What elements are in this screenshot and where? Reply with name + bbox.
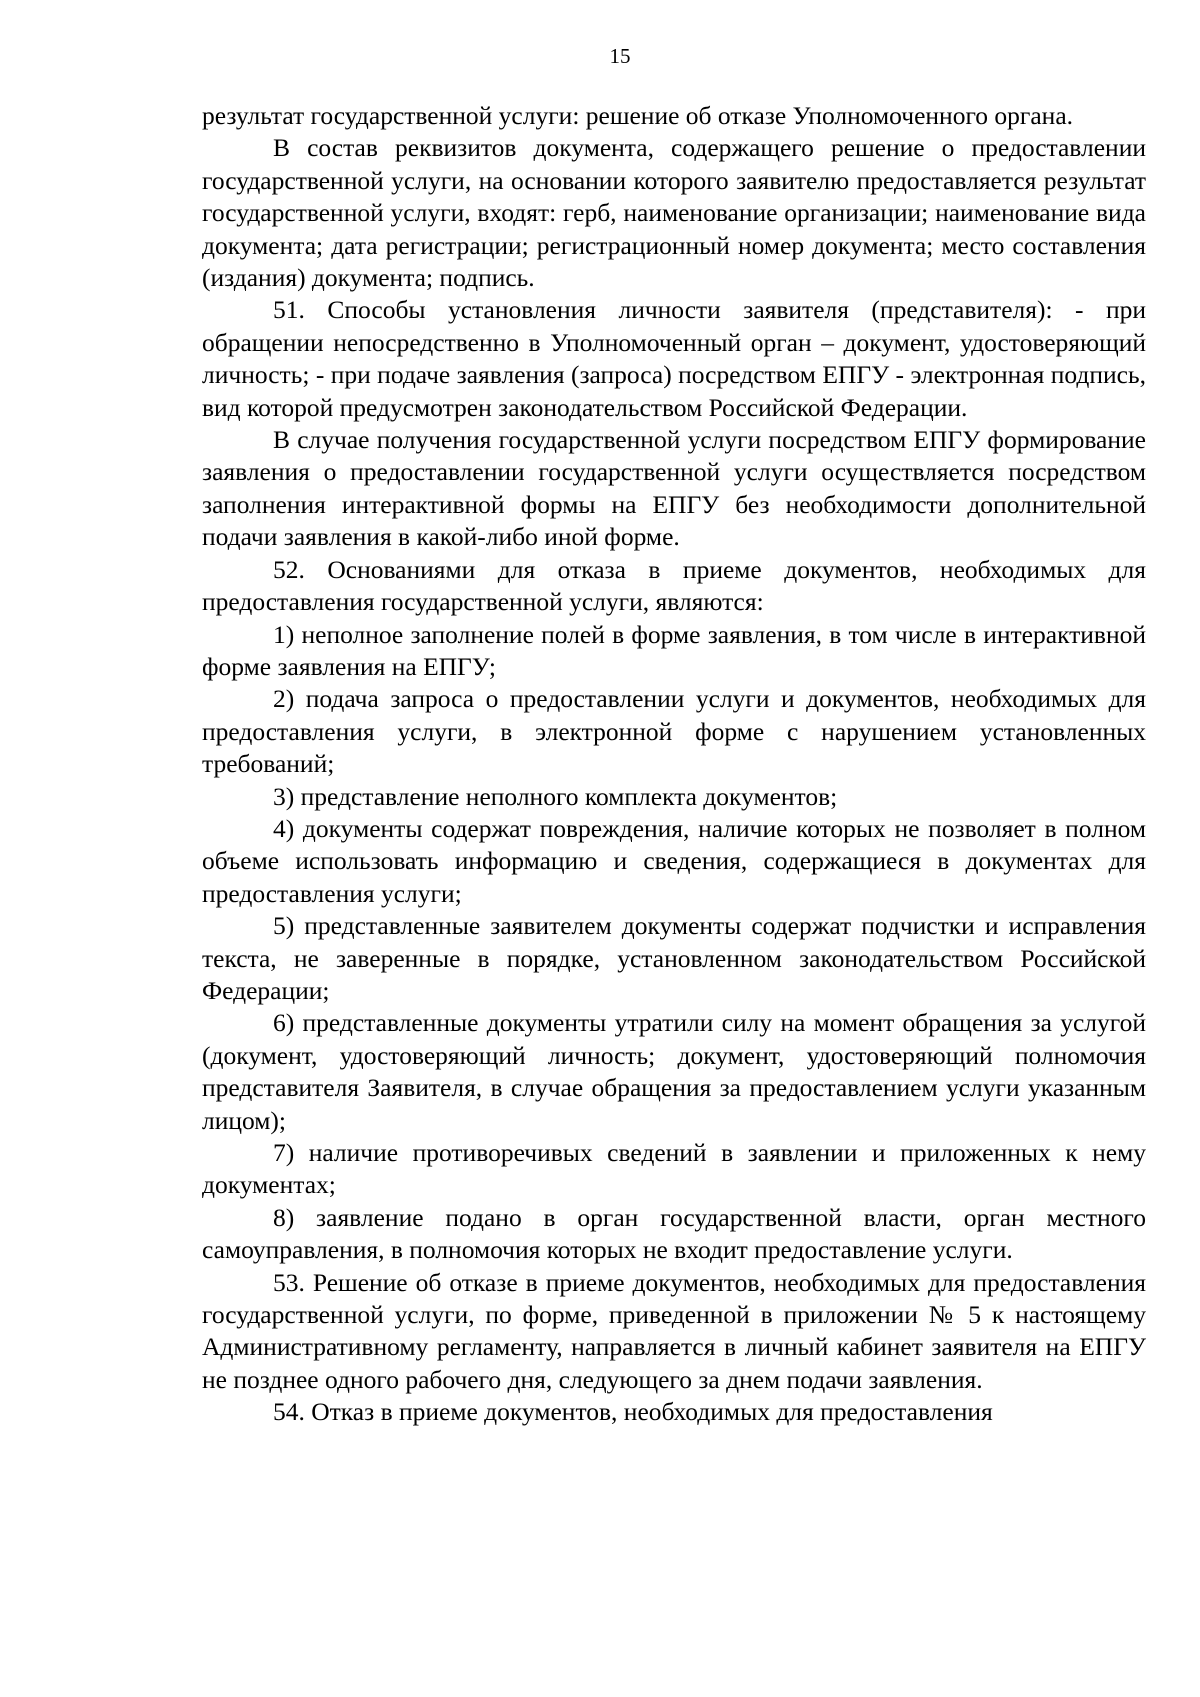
list-item-1: 1) неполное заполнение полей в форме заявления, в том числе в интерактивной форме заявления на ЕПГУ; <box>202 619 1146 681</box>
paragraph-document-requisites: В состав реквизитов документа, содержащего решение о предоставлении государственной услуги, на основании которого заявителю предоставляется результат государственной услуги, входят: герб, наименование организации; наименование вида документа; дата регистрации; регистрационный номер документа; место составления (издания) документа; подпись. <box>202 133 1146 293</box>
paragraph-result-refusal: результат государственной услуги: решение об отказе Уполномоченного органа. <box>202 101 1074 130</box>
list-item-4: 4) документы содержат повреждения, наличие которых не позволяет в полном объеме использовать информацию и сведения, содержащиеся в документах для предоставления услуги; <box>202 813 1146 908</box>
paragraph-epgu-application: В случае получения государственной услуги посредством ЕПГУ формирование заявления о предоставлении государственной услуги осуществляется посредством заполнения интерактивной формы на ЕПГУ без необходимости дополнительной подачи заявления в какой-либо иной форме. <box>202 425 1146 552</box>
list-item-3: 3) представление неполного комплекта документов; <box>273 781 838 811</box>
document-body <box>202 100 1146 1429</box>
page-number: 15 <box>609 44 631 68</box>
list-item-7: 7) наличие противоречивых сведений в заявлении и приложенных к нему документах; <box>202 1138 1146 1200</box>
paragraph-54-refusal: 54. Отказ в приеме документов, необходимых для предоставления <box>273 1397 993 1427</box>
list-item-2: 2) подача запроса о предоставлении услуги и документов, необходимых для предоставления услуги, в электронной форме с нарушением установленных требований; <box>202 684 1146 779</box>
paragraph-52-refusal-grounds: 52. Основаниями для отказа в приеме документов, необходимых для предоставления государственной услуги, являются: <box>202 554 1146 617</box>
paragraph-51-identity-methods: 51. Способы установления личности заявителя (представителя): - при обращении непосредственно в Уполномоченный орган – документ, удостоверяющий личность; - при подаче заявления (запроса) посредством ЕПГУ - электронная подпись, вид которой предусмотрен законодательством Российской Федерации. <box>202 295 1146 422</box>
list-item-5: 5) представленные заявителем документы содержат подчистки и исправления текста, не заверенные в порядке, установленном законодательством Российской Федерации; <box>202 911 1146 1005</box>
list-item-6: 6) представленные документы утратили силу на момент обращения за услугой (документ, удостоверяющий личность; документ, удостоверяющий полномочия представителя Заявителя, в случае обращения за предоставлением услуги указанным лицом); <box>202 1008 1146 1135</box>
paragraph-53-refusal-decision: 53. Решение об отказе в приеме документов, необходимых для предоставления государственной услуги, по форме, приведенной в приложении № 5 к настоящему Административному регламенту, направляется в личный кабинет заявителя на ЕПГУ не позднее одного рабочего дня, следующего за днем подачи заявления. <box>202 1267 1146 1394</box>
list-item-8: 8) заявление подано в орган государственной власти, орган местного самоуправления, в полномочия которых не входит предоставление услуги. <box>202 1202 1146 1265</box>
